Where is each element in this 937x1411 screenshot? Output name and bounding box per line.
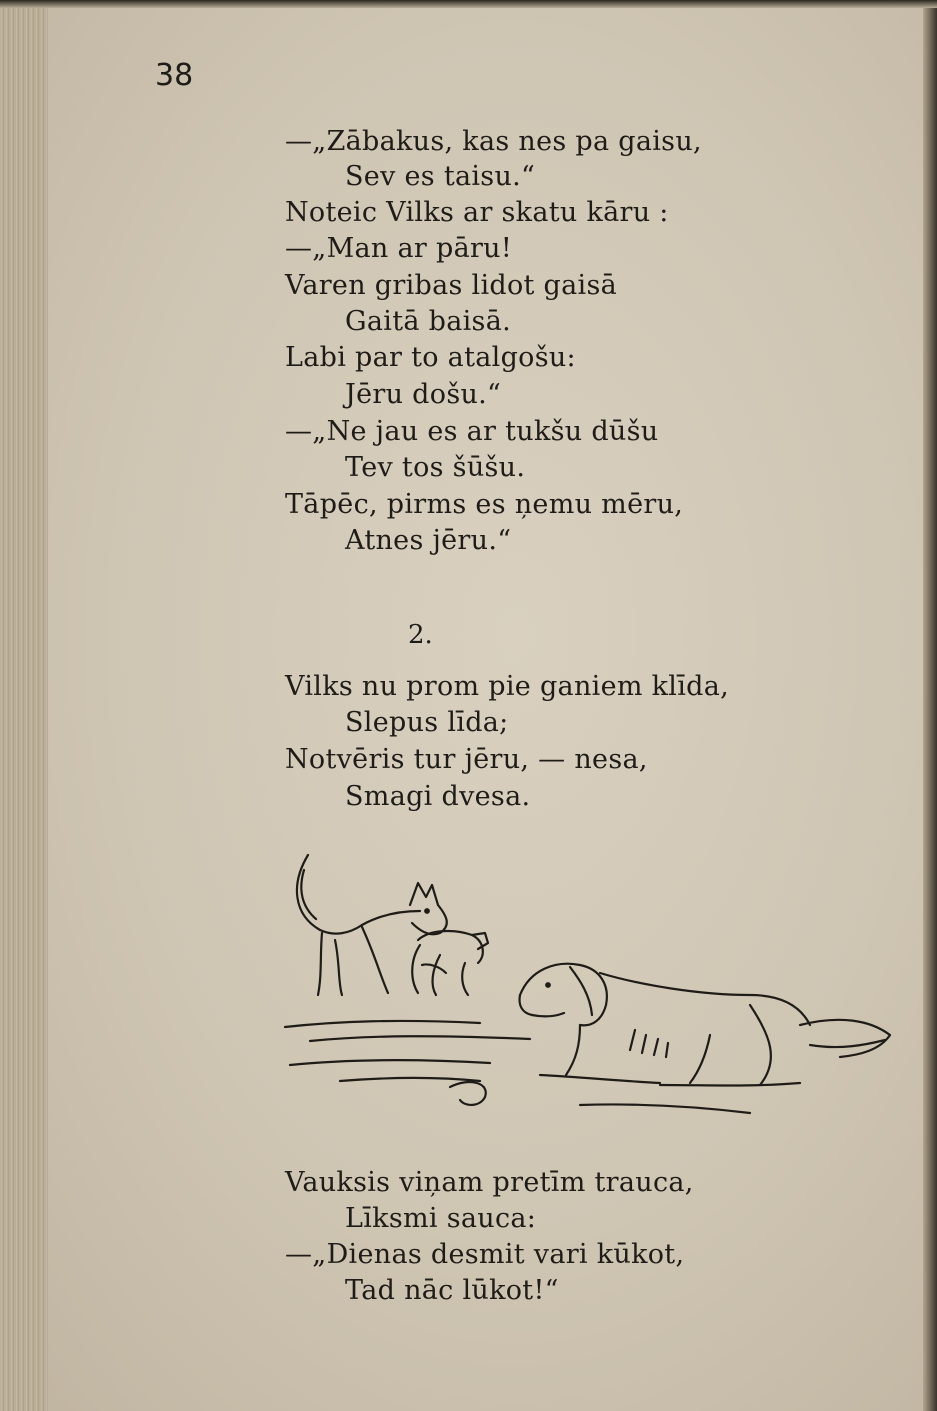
verse-line: Varen gribas lidot gaisā [285,270,618,301]
wolf-and-dog-illustration [280,845,910,1135]
verse-line: —„Ne jau es ar tukšu dūšu [285,416,659,447]
verse-line: Vilks nu prom pie ganiem klīda, [285,671,730,702]
verse-line: Labi par to atalgošu: [285,342,576,373]
verse-line: Gaitā baisā. [345,306,511,337]
page-right-edge [923,0,937,1411]
verse-line: Vauksis viņam pretīm trauca, [285,1167,694,1198]
verse-line: Jēru došu.“ [345,379,502,410]
verse-line: —„Zābakus, kas nes pa gaisu, [285,126,702,157]
verse-line: Slepus līda; [345,707,509,738]
verse-line: Tad nāc lūkot!“ [345,1275,559,1306]
verse-line: Atnes jēru.“ [345,525,512,556]
verse-line: Noteic Vilks ar skatu kāru : [285,197,669,228]
page-gutter [0,0,48,1411]
verse-line: Līksmi sauca: [345,1203,537,1234]
verse-line: —„Dienas desmit vari kūkot, [285,1239,685,1270]
page-number: 38 [155,58,194,93]
section-number: 2. [408,620,433,650]
verse-line: —„Man ar pāru! [285,233,513,264]
verse-line: Tev tos šūšu. [345,452,526,483]
verse-line: Notvēris tur jēru, — nesa, [285,744,648,775]
verse-line: Tāpēc, pirms es ņemu mēru, [285,489,684,520]
verse-line: Sev es taisu.“ [345,161,536,192]
verse-line: Smagi dvesa. [345,781,531,812]
page-top-edge [0,0,937,8]
